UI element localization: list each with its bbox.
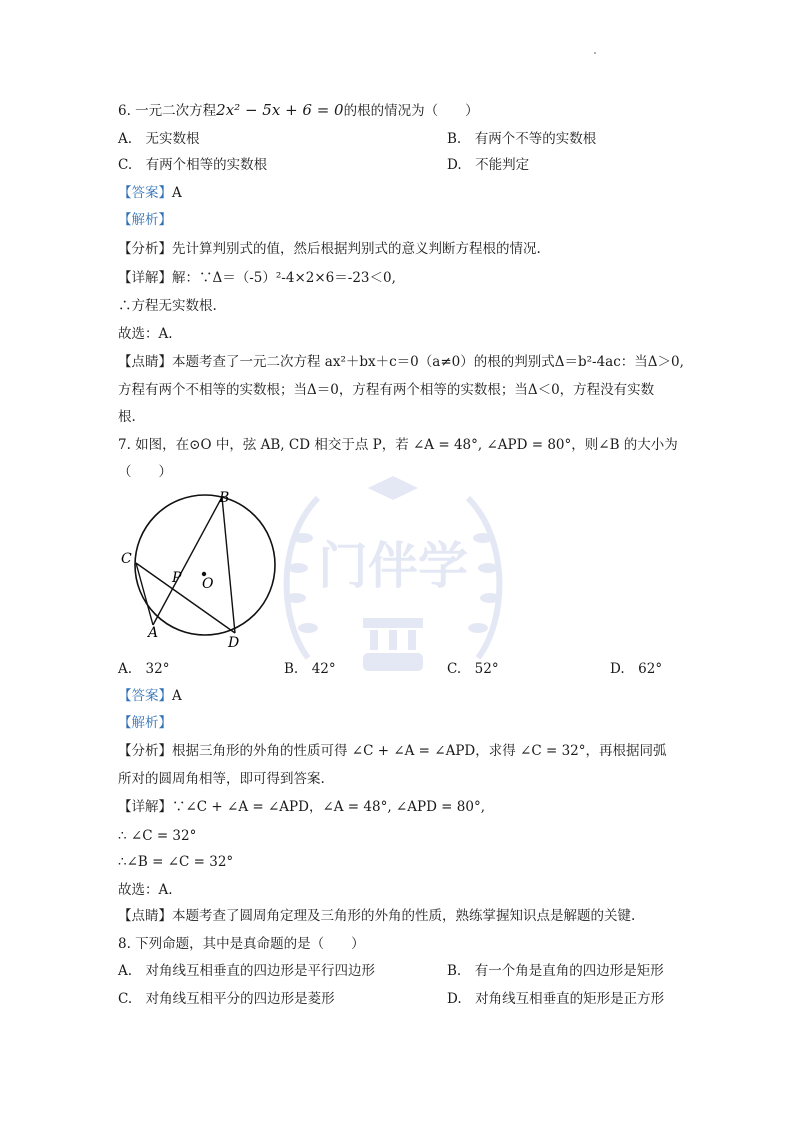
q6-analysis-tag: 【解析】	[118, 212, 172, 228]
q7-step1: ∴ ∠C = 32°	[118, 828, 197, 844]
label-a: A	[148, 625, 159, 641]
q8-option-d: D. 对角线互相垂直的矩形是正方形	[447, 991, 665, 1007]
q7-step2: ∴∠B = ∠C = 32°	[118, 854, 234, 870]
q7-xiangjie: 【详解】∵∠C + ∠A = ∠APD，∠A = 48°, ∠APD = 80°,	[118, 799, 486, 815]
q6-fenxi: 【分析】先计算判别式的值，然后根据判别式的意义判断方程根的情况.	[118, 241, 541, 257]
chord-cd	[136, 563, 235, 633]
scan-speck	[594, 52, 596, 54]
q6-option-d: D. 不能判定	[447, 157, 530, 173]
q8-option-b: B. 有一个角是直角的四边形是矩形	[447, 963, 664, 979]
q6-option-a: A. 无实数根	[118, 131, 200, 147]
q7-option-b: B. 42°	[284, 661, 336, 677]
chord-ab	[153, 497, 222, 625]
q7-choose: 故选：A.	[118, 882, 173, 898]
watermark-text: 门伴学	[318, 537, 468, 595]
q6-choose: 故选：A.	[118, 326, 173, 342]
label-p: P	[172, 570, 182, 586]
q7-option-a: A. 32°	[118, 661, 170, 677]
segment-ca	[136, 563, 153, 625]
q6-option-c: C. 有两个相等的实数根	[118, 157, 268, 173]
q6-dianjing-3: 根.	[118, 409, 136, 425]
q7-analysis-tag: 【解析】	[118, 715, 172, 731]
q6-xiangjie: 【详解】解：∵Δ＝（-5）²-4×2×6＝-23＜0,	[118, 270, 396, 286]
label-b: B	[219, 490, 230, 506]
label-o: O	[202, 576, 214, 592]
segment-bd	[222, 497, 235, 633]
q6-equation: 2x² − 5x + 6 = 0	[216, 101, 344, 119]
q7-option-d: D. 62°	[610, 661, 663, 677]
circle-o	[135, 495, 275, 635]
q8-option-c: C. 对角线互相平分的四边形是菱形	[118, 991, 335, 1007]
q7-stem-1: 7. 如图，在⊙O 中，弦 AB, CD 相交于点 P，若 ∠A = 48°, ∠APD = 80°，则∠B 的大小为	[118, 437, 678, 453]
label-c: C	[121, 551, 132, 567]
q6-therefore: ∴方程无实数根.	[118, 298, 217, 314]
q7-option-c: C. 52°	[447, 661, 499, 677]
q7-fenxi-1: 【分析】根据三角形的外角的性质可得 ∠C + ∠A = ∠APD，求得 ∠C = 32°，再根据同弧	[118, 743, 667, 759]
q6-stem-pre: 6. 一元二次方程	[118, 103, 217, 119]
circle-figure	[116, 485, 286, 655]
q6-answer: 【答案】A	[118, 185, 182, 201]
q7-fenxi-2: 所对的圆周角相等，即可得到答案.	[118, 771, 325, 787]
q6-dianjing-1: 【点睛】本题考查了一元二次方程 ax²＋bx＋c＝0（a≠0）的根的判别式Δ＝b²-4ac：当Δ＞0,	[118, 354, 684, 370]
label-d: D	[228, 635, 240, 651]
q8-option-a: A. 对角线互相垂直的四边形是平行四边形	[118, 963, 376, 979]
q6-dianjing-2: 方程有两个不相等的实数根；当Δ＝0，方程有两个相等的实数根；当Δ＜0，方程没有实数	[118, 382, 655, 398]
q8-stem: 8. 下列命题，其中是真命题的是（ ）	[118, 936, 365, 952]
q7-stem-2: （ ）	[118, 464, 172, 480]
q7-answer: 【答案】A	[118, 688, 182, 704]
q7-dianjing: 【点睛】本题考查了圆周角定理及三角形的外角的性质，熟练掌握知识点是解题的关键.	[118, 908, 636, 924]
q6-stem-post: 的根的情况为（ ）	[343, 103, 479, 119]
q6-stem	[118, 100, 479, 121]
q6-option-b: B. 有两个不等的实数根	[447, 131, 597, 147]
